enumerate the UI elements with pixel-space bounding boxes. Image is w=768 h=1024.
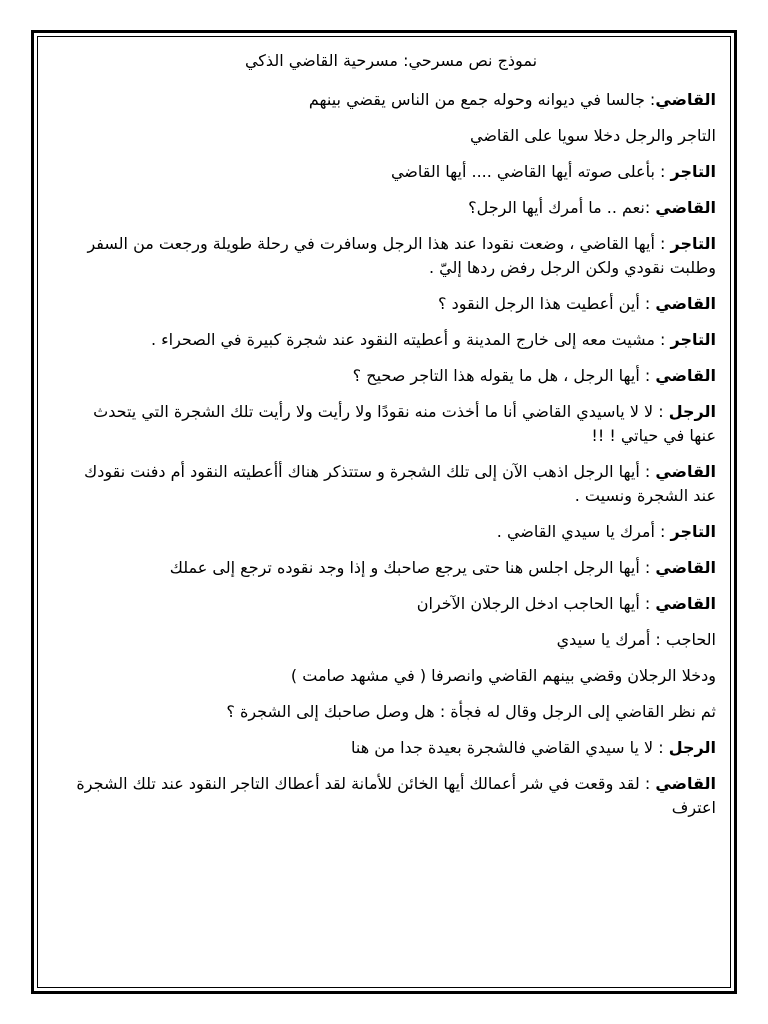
paragraph-3 [66, 160, 716, 184]
paragraph-text: ودخلا الرجلان وقضي بينهم القاضي وانصرفا ( في مشهد صامت ) [290, 666, 716, 685]
speaker-separator: : [654, 330, 671, 349]
paragraph-text: أمرك يا سيدي القاضي . [496, 522, 655, 541]
speaker-label: القاضي [655, 558, 716, 577]
speaker-separator: : [639, 366, 656, 385]
paragraph-5 [66, 232, 716, 280]
paragraph-text: جالسا في ديوانه وحوله جمع من الناس يقضي بينهم [308, 90, 645, 109]
speaker-separator: : [644, 90, 656, 109]
paragraph-text: أين أعطيت هذا الرجل النقود ؟ [438, 294, 640, 313]
speaker-separator: : [639, 294, 656, 313]
speaker-label: التاجر [670, 522, 716, 541]
document-title: نموذج نص مسرحي: مسرحية القاضي الذكي [244, 51, 538, 70]
paragraph-2 [66, 124, 716, 148]
speaker-separator: : [644, 198, 656, 217]
paragraph-text: لا يا سيدي القاضي فالشجرة بعيدة جدا من هنا [351, 738, 654, 757]
paragraph-text: ثم نظر القاضي إلى الرجل وقال له فجأة : هل وصل صاحبك إلى الشجرة ؟ [226, 702, 716, 721]
paragraph-text: مشيت معه إلى خارج المدينة و أعطيته النقود عند شجرة كبيرة في الصحراء . [150, 330, 655, 349]
document-body [66, 50, 716, 832]
speaker-separator: : [639, 774, 656, 793]
speaker-label: الرجل [668, 402, 716, 421]
speaker-separator: : [653, 738, 669, 757]
speaker-separator: : [654, 162, 671, 181]
paragraph-text: أيها الحاجب ادخل الرجلان الآخران [416, 594, 640, 613]
paragraph-text: نعم .. ما أمرك أيها الرجل؟ [468, 198, 645, 217]
paragraph-text: أيها الرجل ، هل ما يقوله هذا التاجر صحيح ؟ [352, 366, 640, 385]
paragraph-17 [66, 736, 716, 760]
paragraph-1 [66, 88, 716, 112]
paragraph-text: لا لا ياسيدي القاضي أنا ما أخذت منه نقودًا ولا رأيت ولا رأيت تلك الشجرة التي يتحدث عنها في حياتي ! !! [93, 402, 716, 445]
paragraph-15 [66, 664, 716, 688]
paragraph-13 [66, 592, 716, 616]
paragraph-text: أيها القاضي ، وضعت نقودا عند هذا الرجل وسافرت في رحلة طويلة ورجعت من السفر وطلبت نقودي ولكن الرجل رفض ردها إليّ . [87, 234, 716, 277]
paragraph-6 [66, 292, 716, 316]
speaker-label: القاضي [655, 594, 716, 613]
paragraph-18 [66, 772, 716, 820]
speaker-label: التاجر [670, 330, 716, 349]
speaker-label: القاضي [655, 774, 716, 793]
speaker-label: القاضي [655, 366, 716, 385]
paragraph-11 [66, 520, 716, 544]
speaker-separator: : [639, 558, 656, 577]
speaker-label: التاجر [670, 234, 716, 253]
paragraph-16 [66, 700, 716, 724]
paragraph-10 [66, 460, 716, 508]
speaker-separator: : [654, 234, 671, 253]
paragraph-4 [66, 196, 716, 220]
speaker-separator: : [639, 462, 656, 481]
paragraph-text: التاجر والرجل دخلا سويا على القاضي [469, 126, 716, 145]
speaker-separator: : [639, 594, 656, 613]
paragraph-text: الحاجب : أمرك يا سيدي [556, 630, 716, 649]
speaker-label: القاضي [655, 90, 716, 109]
paragraph-9 [66, 400, 716, 448]
speaker-label: الرجل [668, 738, 716, 757]
speaker-label: القاضي [655, 198, 716, 217]
speaker-label: التاجر [670, 162, 716, 181]
speaker-separator: : [653, 402, 669, 421]
paragraph-text: لقد وقعت في شر أعمالك أيها الخائن للأمانة لقد أعطاك التاجر النقود عند تلك الشجرة اعترف [76, 774, 716, 817]
paragraph-7 [66, 328, 716, 352]
speaker-label: القاضي [655, 294, 716, 313]
paragraph-text: أيها الرجل اجلس هنا حتى يرجع صاحبك و إذا وجد نقوده ترجع إلى عملك [169, 558, 640, 577]
paragraph-8 [66, 364, 716, 388]
speaker-label: القاضي [655, 462, 716, 481]
paragraph-14 [66, 628, 716, 652]
speaker-separator: : [654, 522, 671, 541]
paragraph-text: بأعلى صوته أيها القاضي .... أيها القاضي [390, 162, 655, 181]
paragraph-text: أيها الرجل اذهب الآن إلى تلك الشجرة و ستتذكر هناك أأعطيته النقود أم دفنت نقودك عند الشجرة ونسيت . [84, 462, 716, 505]
paragraph-12 [66, 556, 716, 580]
